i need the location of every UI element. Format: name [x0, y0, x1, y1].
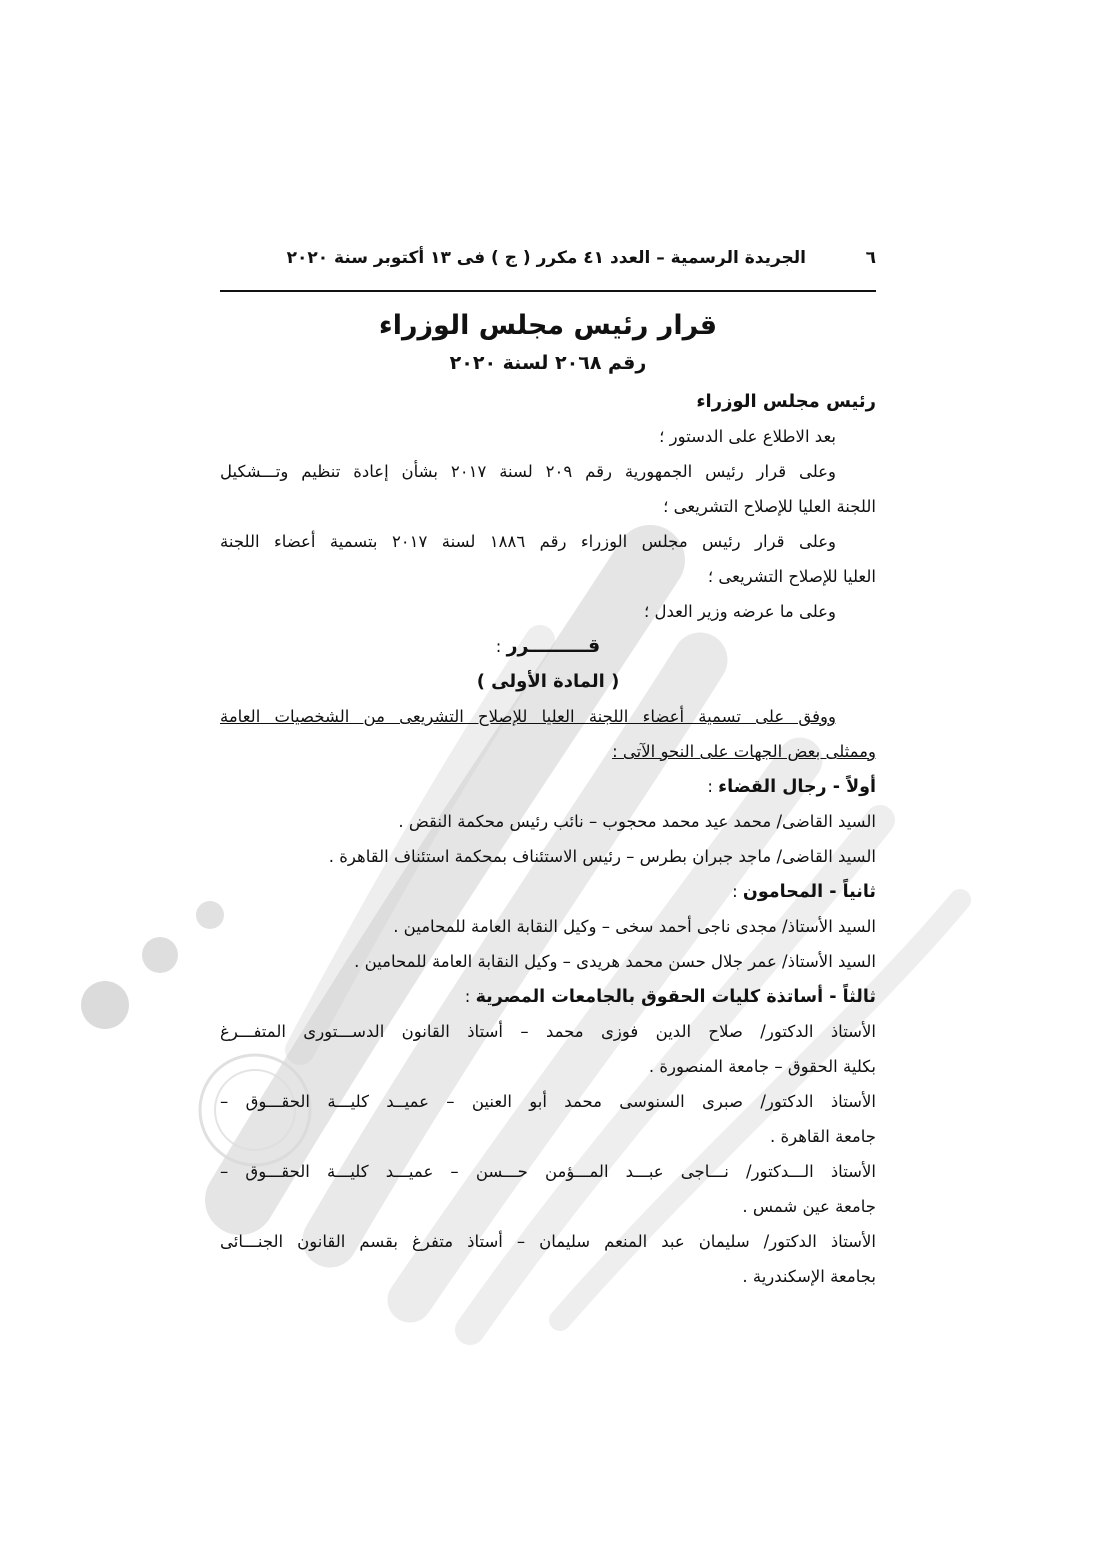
section-one-colon: : — [707, 777, 719, 796]
preamble-line: العليا للإصلاح التشريعى ؛ — [707, 567, 876, 586]
decree-number: رقم ٢٠٦٨ لسنة ٢٠٢٠ — [449, 352, 647, 374]
section-one-heading — [220, 769, 876, 804]
preamble-line: وعلى قرار رئيس مجلس الوزراء رقم ١٨٨٦ لسنة ٢٠١٧ بتسمية أعضاء اللجنة — [220, 532, 837, 551]
decided-heading — [220, 629, 876, 664]
section-three-heading — [220, 979, 876, 1014]
decree-title: قرار رئيس مجلس الوزراء — [378, 310, 718, 341]
preamble-line: بعد الاطلاع على الدستور ؛ — [659, 427, 836, 446]
section-three-colon: : — [464, 987, 476, 1006]
section-one-title: أولاً - رجال القضاء — [718, 777, 876, 797]
publication-line: الجريدة الرسمية – العدد ٤١ مكرر ( ج ) فى ١٣ أكتوبر سنة ٢٠٢٠ — [286, 248, 806, 268]
issuer-heading: رئيس مجلس الوزراء — [696, 391, 876, 412]
page-number: ٦ — [865, 248, 876, 268]
article-text-line: وممثلى بعض الجهات على النحو الآتى : — [612, 742, 876, 761]
member-line: السيد القاضى/ محمد عيد محمد محجوب – نائب رئيس محكمة النقض . — [398, 812, 876, 831]
section-two-heading — [220, 874, 876, 909]
preamble-line: وعلى قرار رئيس الجمهورية رقم ٢٠٩ لسنة ٢٠١٧ بشأن إعادة تنظيم وتـــشكيل — [220, 462, 837, 481]
member-line: السيد القاضى/ ماجد جبران بطرس – رئيس الاستئناف بمحكمة استئناف القاهرة . — [328, 847, 876, 866]
article-one-heading: ( المادة الأولى ) — [476, 671, 620, 692]
member-line: بجامعة الإسكندرية . — [742, 1267, 876, 1286]
member-line: السيد الأستاذ/ عمر جلال حسن محمد هريدى – وكيل النقابة العامة للمحامين . — [354, 952, 876, 971]
gazette-header — [220, 248, 876, 282]
section-two-title: ثانياً - المحامون — [742, 882, 876, 902]
section-two-colon: : — [732, 882, 743, 901]
preamble-line: وعلى ما عرضه وزير العدل ؛ — [643, 602, 836, 621]
decided-colon: : — [495, 637, 507, 656]
member-line: الأستاذ الدكتور/ صلاح الدين فوزى محمد – أستاذ القانون الدســـتورى المتفـــرغ — [220, 1022, 876, 1041]
member-line: بكلية الحقوق – جامعة المنصورة . — [648, 1057, 876, 1076]
member-line: الأستاذ الدكتور/ سليمان عبد المنعم سليمان – أستاذ متفرغ بقسم القانون الجنـــائى — [220, 1232, 876, 1251]
member-line: الأستاذ الـــدكتور/ نـــاجى عبـــد المـــؤمن حـــسن – عميـــد كليـــة الحقـــوق – — [220, 1162, 876, 1181]
member-line: السيد الأستاذ/ مجدى ناجى أحمد سخى – وكيل النقابة العامة للمحامين . — [393, 917, 876, 936]
gazette-page — [220, 248, 876, 1294]
member-line: الأستاذ الدكتور/ صبرى السنوسى محمد أبو العنين – عميــد كليـــة الحقـــوق – — [220, 1092, 876, 1111]
member-line: جامعة عين شمس . — [742, 1197, 876, 1216]
section-three-title: ثالثاً - أساتذة كليات الحقوق بالجامعات المصرية — [475, 987, 876, 1007]
decided-word: قـــــــــرر — [506, 635, 601, 657]
preamble-line: اللجنة العليا للإصلاح التشريعى ؛ — [663, 497, 876, 516]
header-rule — [220, 290, 876, 292]
member-line: جامعة القاهرة . — [769, 1127, 876, 1146]
article-text-line: ووفق على تسمية أعضاء اللجنة العليا للإصلاح التشريعى من الشخصيات العامة — [220, 707, 836, 726]
